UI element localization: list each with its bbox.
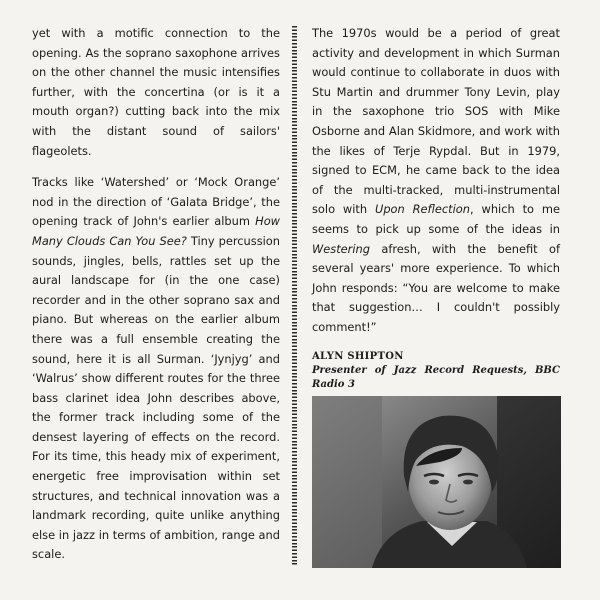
author-role: Presenter of Jazz Record Requests, BBC Radio 3 [312, 364, 560, 390]
portrait-photo [312, 396, 561, 568]
album-title: Upon Reflection [374, 202, 470, 217]
author-name: ALYN SHIPTON [312, 350, 404, 362]
paragraph [32, 24, 280, 161]
album-title: How Many Clouds Can You See? [32, 214, 280, 248]
column-divider [292, 26, 297, 566]
paragraph [32, 173, 280, 565]
left-column [32, 24, 280, 565]
paragraph [312, 24, 560, 338]
album-title: Westering [312, 241, 370, 256]
text-segment: The 1970s would be a period of great activity and development in which Surman would continue to collaborate in duos with Stu Martin and drummer Tony Levin, play in the saxophone trio SOS with Mike Osborne and Alan Skidmore, and work with the likes of Terje Rypdal. But in 1979, signed to ECM, he came back to the idea of the multi-tracked, multi-instrumental solo with [312, 26, 560, 217]
portrait-illustration [312, 396, 561, 568]
text-segment: Tiny percussion sounds, jingles, bells, rattles set up the aural landscape for (in the one case) recorder and in the other soprano sax and piano. But whereas on the earlier album there was a full ensemble creating the sound, here it is all Surman. ‘Jynjyg’ and ‘Walrus’ show different routes for the three bass clarinet idea John describes above, the former track including some of the densest layering of effects on the record. For its time, this heady mix of experiment, energetic free improvisation within set structures, and technical innovation was a landmark recording, quite unlike anything else in jazz in terms of ambition, range and scale. [32, 233, 280, 562]
text-segment: afresh, with the benefit of several years' more experience. To which John responds: “You are welcome to make that suggestion… I couldn't possibly comment!” [312, 241, 560, 334]
text-segment: , which to me seems to pick up some of the ideas in [312, 202, 560, 236]
text-segment: Tracks like ‘Watershed’ or ‘Mock Orange’ nod in the direction of ‘Galata Bridge’, the opening track of John's earlier album [32, 175, 280, 229]
right-column [312, 24, 560, 392]
text-segment: yet with a motific connection to the opening. As the soprano saxophone arrives on the other channel the music intensifies further, with the concertina (or is it a mouth organ?) cutting back into the mix with the distant sound of sailors' flageolets. [32, 26, 280, 158]
